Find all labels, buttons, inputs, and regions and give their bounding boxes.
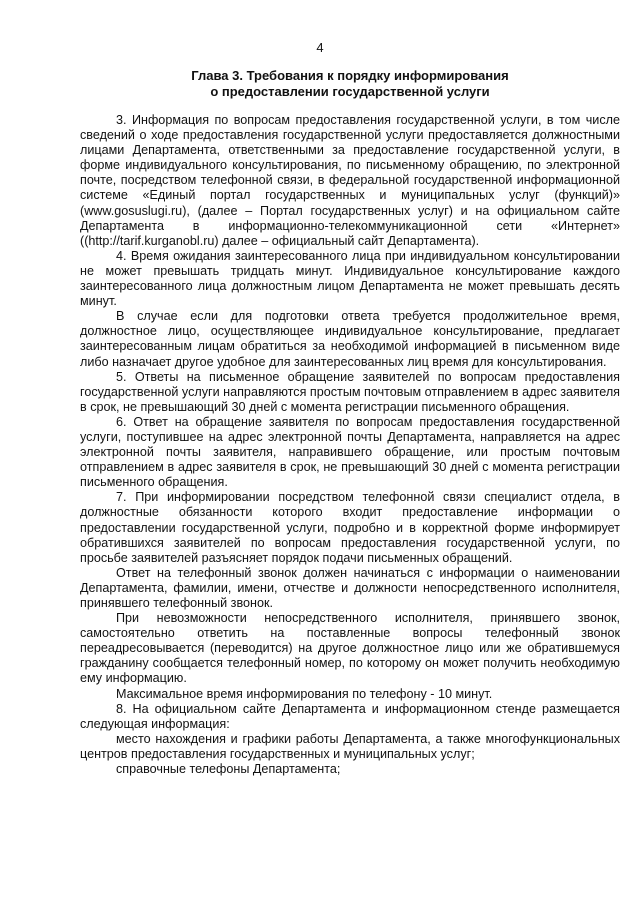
page-number: 4 xyxy=(316,40,324,55)
paragraph: 5. Ответы на письменное обращение заявителей по вопросам предоставления государственной услуги направляются простым почтовым отправлением в адрес заявителя в срок, не превышающий 30 дней с момента регистрации письменного обращения. xyxy=(80,369,620,414)
paragraph: В случае если для подготовки ответа требуется продолжительное время, должностное лицо, осуществляющее индивидуальное консультирование, предлагает заинтересованным лицам обратиться за необходимой информацией в письменном виде либо назначает другое удобное для заинтересованных лиц время для консультирования. xyxy=(80,309,620,369)
paragraph: 7. При информировании посредством телефонной связи специалист отдела, в должностные обязанности которого входит предоставление информации о предоставлении государственной услуги, подробно и в корректной форме информирует обратившихся заявителей по вопросам предоставления государственной услуги, по просьбе заявителей разъясняет порядок подачи письменных обращений. xyxy=(80,490,620,565)
chapter-heading xyxy=(80,68,620,100)
paragraph: 6. Ответ на обращение заявителя по вопросам предоставления государственной услуги, поступившее на адрес электронной почты Департамента, направляется на адрес электронной почты заявителя, направившего обращение, или простым почтовым отправлением в адрес заявителя в срок, не превышающий 30 дней с момента регистрации письменного обращения. xyxy=(80,414,620,490)
chapter-heading-line-2: о предоставлении государственной услуги xyxy=(210,84,490,99)
document-body xyxy=(80,113,620,777)
paragraph: справочные телефоны Департамента; xyxy=(116,762,341,777)
paragraph: 4. Время ожидания заинтересованного лица при индивидуальном консультировании не может превышать тридцать минут. Индивидуальное консультирование каждого заинтересованного лица должностным лицом Департамента не может превышать десять минут. xyxy=(80,248,620,309)
paragraph: Ответ на телефонный звонок должен начинаться с информации о наименовании Департамента, фамилии, имени, отчестве и должности непосредственного исполнителя, принявшего телефонный звонок. xyxy=(80,565,620,610)
chapter-heading-line-1: Глава 3. Требования к порядку информирования xyxy=(191,68,509,83)
paragraph: 8. На официальном сайте Департамента и информационном стенде размещается следующая информация: xyxy=(80,701,620,731)
paragraph: При невозможности непосредственного исполнителя, принявшего звонок, самостоятельно ответить на поставленные вопросы телефонный звонок переадресовывается (переводится) на другое должностное лицо или же обратившемуся гражданину сообщается телефонный номер, по которому он может получить необходимую ему информацию. xyxy=(80,611,620,686)
paragraph: место нахождения и графики работы Департамента, а также многофункциональных центров предоставления государственных и муниципальных услуг; xyxy=(80,731,620,761)
paragraph: 3. Информация по вопросам предоставления государственной услуги, в том числе сведений о ходе предоставления государственной услуги предоставляется должностными лицами Департамента, ответственными за предоставление государственной услуги, в форме индивидуального консультирования, по письменному обращению, по электронной почте, посредством телефонной связи, в федеральной государственной информационной системе «Единый портал государственных и муниципальных услуг (функций)» (www.gosuslugi.ru), (далее – Портал государственных услуг) и на официальном сайте Департамента в информационно-телекоммуникационной сети «Интернет» ((http://tarif.kurganobl.ru) далее – официальный сайт Департамента). xyxy=(80,113,620,248)
paragraph: Максимальное время информирования по телефону - 10 минут. xyxy=(116,686,493,701)
